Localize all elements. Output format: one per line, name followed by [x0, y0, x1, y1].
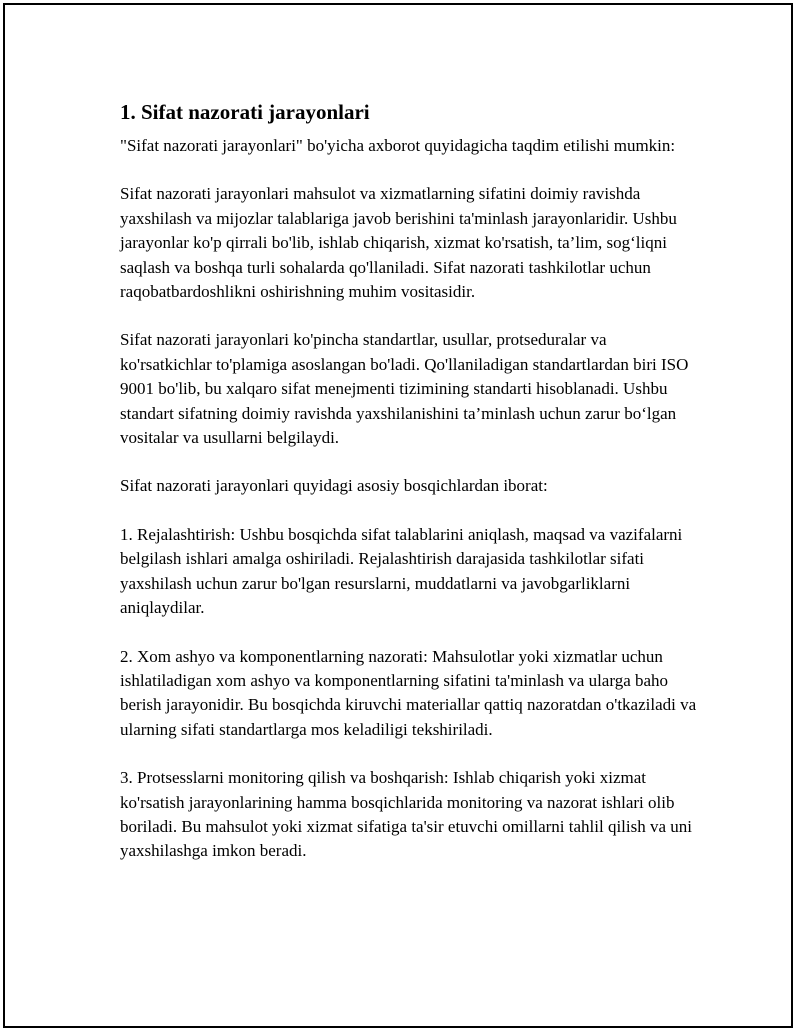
- stages-intro-paragraph: Sifat nazorati jarayonlari quyidagi asosiy bosqichlardan iborat:: [120, 476, 548, 496]
- document-title: 1. Sifat nazorati jarayonlari: [120, 100, 370, 124]
- stage-planning-paragraph: 1. Rejalashtirish: Ushbu bosqichda sifat talablarini aniqlash, maqsad va vazifalarni belgilash ishlari amalga oshiriladi. Rejalashtirish darajasida tashkilotlar sifati yaxshilash uchun zarur bo'lgan resurslarni, muddatlarni va javobgarliklarni aniqlaydilar.: [120, 524, 683, 618]
- document-body: [120, 98, 700, 888]
- definition-paragraph: Sifat nazorati jarayonlari mahsulot va xizmatlarning sifatini doimiy ravishda yaxshilash va mijozlar talablariga javob berishini ta'minlash jarayonlaridir. Ushbu jarayonlar ko'p qirrali bo'lib, ishlab chiqarish, xizmat ko'rsatish, ta’lim, sog‘liqni saqlash va boshqa turli sohalarda qo'llaniladi. Sifat nazorati tashkilotlar uchun raqobatbardoshlikni oshirishning muhim vositasidir.: [120, 184, 677, 302]
- stage-monitoring-paragraph: 3. Protsesslarni monitoring qilish va boshqarish: Ishlab chiqarish yoki xizmat ko'rsatish jarayonlarining hamma bosqichlarida monitoring va nazorat ishlari olib boriladi. Bu mahsulot yoki xizmat sifatiga ta'sir etuvchi omillarni tahlil qilish va uni yaxshilashga imkon beradi.: [120, 768, 692, 861]
- standards-paragraph: Sifat nazorati jarayonlari ko'pincha standartlar, usullar, protseduralar va ko'rsatkichlar to'plamiga asoslangan bo'ladi. Qo'llaniladigan standartlardan biri ISO 9001 bo'lib, bu xalqaro sifat menejmenti tizimining standarti hisoblanadi. Ushbu standart sifatning doimiy ravishda yaxshilanishini ta’minlash uchun zarur bo‘lgan vositalar va usullarni belgilaydi.: [120, 330, 689, 448]
- document-page: [3, 3, 793, 1028]
- intro-paragraph: "Sifat nazorati jarayonlari" bo'yicha axborot quyidagicha taqdim etilishi mumkin:: [120, 136, 676, 155]
- stage-materials-paragraph: 2. Xom ashyo va komponentlarning nazorati: Mahsulotlar yoki xizmatlar uchun ishlatiladigan xom ashyo va komponentlarning sifatini ta'minlash va ularga baho berish jarayonidir. Bu bosqichda kiruvchi materiallar qattiq nazoratdan o'tkaziladi va ularning sifati standartlarga mos keladiligi tekshiriladi.: [120, 646, 697, 739]
